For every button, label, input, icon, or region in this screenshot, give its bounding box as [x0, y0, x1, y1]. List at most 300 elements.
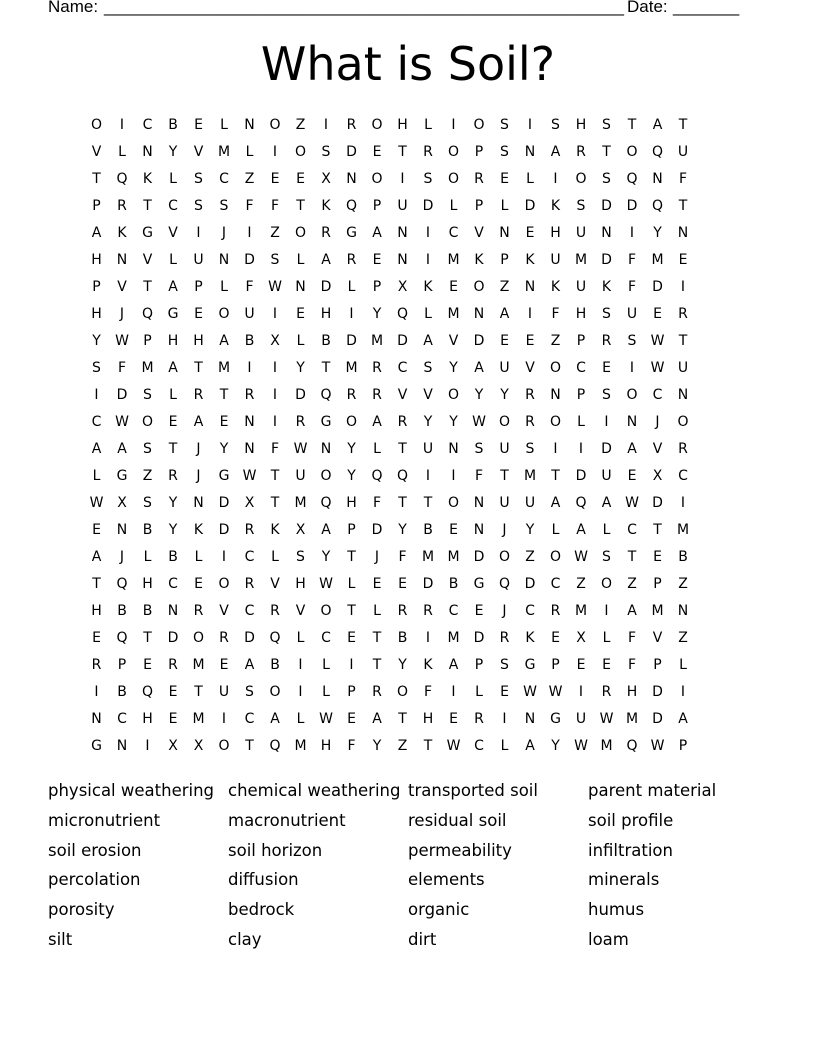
grid-letter: O — [371, 171, 384, 187]
grid-letter: M — [574, 603, 588, 619]
grid-letter: T — [194, 684, 204, 700]
grid-row — [84, 679, 696, 706]
grid-letter: L — [271, 549, 280, 565]
grid-letter: Q — [116, 171, 129, 187]
grid-letter: A — [91, 225, 102, 241]
grid-letter: P — [92, 279, 102, 295]
grid-letter: D — [244, 630, 256, 646]
word-bank-item: chemical weathering — [228, 781, 401, 800]
grid-letter: D — [346, 144, 358, 160]
grid-letter: N — [116, 738, 128, 754]
grid-letter: E — [347, 630, 357, 646]
grid-letter: I — [323, 117, 329, 133]
date-label: Date: — [627, 0, 668, 16]
grid-letter: O — [473, 279, 486, 295]
header-line — [48, 0, 748, 19]
grid-row — [84, 463, 696, 490]
grid-letter: C — [448, 603, 459, 619]
grid-letter: F — [245, 198, 255, 214]
grid-letter: I — [272, 387, 278, 403]
grid-letter: W — [599, 711, 614, 727]
grid-letter: B — [142, 603, 153, 619]
word-bank-item: macronutrient — [228, 810, 346, 830]
grid-letter: G — [142, 225, 154, 241]
grid-letter: P — [576, 333, 586, 349]
grid-letter: M — [447, 630, 461, 646]
grid-letter: Y — [398, 522, 408, 538]
grid-letter: S — [500, 144, 510, 160]
grid-letter: C — [678, 468, 689, 484]
grid-letter: K — [601, 279, 612, 295]
grid-letter: L — [322, 684, 331, 700]
grid-letter: P — [678, 738, 688, 754]
grid-letter: H — [91, 252, 103, 268]
grid-letter: S — [551, 117, 561, 133]
grid-letter: R — [678, 441, 689, 457]
word-bank-row — [48, 865, 788, 895]
grid-letter: S — [143, 441, 153, 457]
grid-letter: I — [425, 252, 431, 268]
grid-letter: L — [296, 252, 305, 268]
grid-letter: T — [678, 117, 688, 133]
grid-letter: L — [194, 549, 203, 565]
word-bank-item: elements — [408, 870, 485, 890]
grid-letter: H — [91, 306, 103, 322]
grid-letter: T — [423, 738, 433, 754]
grid-letter: B — [321, 333, 332, 349]
grid-letter: R — [525, 387, 536, 403]
grid-letter: P — [143, 333, 153, 349]
grid-letter: O — [218, 576, 231, 592]
grid-letter: M — [651, 603, 665, 619]
grid-letter: F — [627, 630, 637, 646]
grid-letter: N — [677, 387, 689, 403]
grid-letter: N — [499, 225, 511, 241]
grid-letter: M — [447, 549, 461, 565]
grid-letter: K — [550, 279, 561, 295]
word-bank-item: silt — [48, 929, 73, 949]
grid-letter: L — [220, 279, 229, 295]
grid-letter: F — [245, 279, 255, 295]
grid-letter: R — [168, 657, 179, 673]
grid-letter: W — [319, 576, 334, 592]
grid-letter: O — [320, 468, 333, 484]
grid-letter: I — [272, 306, 278, 322]
grid-letter: F — [627, 657, 637, 673]
grid-letter: G — [167, 306, 179, 322]
grid-letter: N — [397, 252, 409, 268]
grid-letter: A — [499, 306, 510, 322]
grid-letter: P — [576, 387, 586, 403]
word-bank-row — [48, 895, 788, 925]
grid-letter: R — [499, 630, 510, 646]
word-bank-item: soil horizon — [228, 840, 323, 860]
grid-letter: I — [221, 549, 227, 565]
grid-letter: E — [372, 144, 382, 160]
grid-letter: A — [193, 414, 204, 430]
grid-letter: C — [168, 198, 179, 214]
word-bank-item: residual soil — [408, 810, 507, 830]
grid-letter: N — [142, 144, 154, 160]
grid-letter: C — [550, 576, 561, 592]
grid-letter: T — [270, 495, 280, 511]
grid-letter: Z — [678, 630, 689, 646]
word-bank — [48, 776, 788, 955]
grid-letter: M — [141, 360, 155, 376]
grid-letter: P — [347, 684, 357, 700]
grid-letter: C — [142, 117, 153, 133]
grid-letter: G — [218, 468, 230, 484]
grid-letter: R — [91, 657, 102, 673]
grid-letter: M — [676, 522, 690, 538]
grid-letter: O — [626, 144, 639, 160]
name-field[interactable]: _______________________________________________________ — [104, 0, 625, 16]
grid-letter: I — [629, 360, 635, 376]
grid-letter: T — [143, 630, 153, 646]
grid-letter: N — [116, 252, 128, 268]
grid-letter: S — [627, 333, 637, 349]
grid-letter: I — [604, 414, 610, 430]
grid-letter: T — [270, 468, 280, 484]
grid-letter: N — [473, 522, 485, 538]
grid-letter: J — [655, 414, 661, 430]
grid-letter: T — [423, 495, 433, 511]
grid-letter: U — [422, 441, 434, 457]
grid-letter: I — [145, 738, 151, 754]
grid-letter: B — [270, 657, 281, 673]
grid-letter: W — [548, 684, 563, 700]
grid-letter: U — [397, 198, 409, 214]
grid-letter: L — [602, 630, 611, 646]
grid-letter: H — [193, 333, 205, 349]
grid-letter: E — [653, 549, 663, 565]
grid-letter: A — [550, 144, 561, 160]
grid-letter: Q — [626, 738, 639, 754]
grid-letter: S — [602, 387, 612, 403]
grid-letter: L — [322, 657, 331, 673]
grid-letter: O — [447, 387, 460, 403]
grid-letter: A — [219, 333, 230, 349]
grid-letter: I — [629, 225, 635, 241]
grid-letter: C — [91, 414, 102, 430]
grid-letter: I — [196, 225, 202, 241]
grid-letter: V — [652, 441, 663, 457]
grid-letter: I — [272, 144, 278, 160]
grid-letter: Y — [296, 360, 306, 376]
grid-letter: U — [499, 360, 511, 376]
grid-letter: R — [117, 198, 128, 214]
grid-letter: I — [578, 684, 584, 700]
grid-letter: A — [474, 360, 485, 376]
grid-letter: O — [269, 117, 282, 133]
grid-letter: B — [423, 522, 434, 538]
grid-letter: O — [192, 630, 205, 646]
grid-letter: Q — [651, 198, 664, 214]
grid-letter: A — [678, 711, 689, 727]
grid-letter: I — [425, 225, 431, 241]
grid-letter: X — [321, 171, 332, 187]
grid-letter: S — [500, 657, 510, 673]
grid-letter: I — [451, 468, 457, 484]
grid-letter: A — [550, 495, 561, 511]
grid-letter: M — [370, 333, 384, 349]
word-bank-item: permeability — [408, 840, 512, 860]
grid-letter: E — [525, 333, 535, 349]
grid-letter: H — [575, 306, 587, 322]
word-bank-item: minerals — [588, 870, 660, 890]
grid-letter: B — [244, 333, 255, 349]
grid-letter: A — [321, 522, 332, 538]
grid-letter: R — [244, 576, 255, 592]
grid-letter: D — [652, 684, 664, 700]
grid-letter: Y — [347, 441, 357, 457]
grid-letter: C — [627, 522, 638, 538]
grid-letter: Y — [372, 738, 382, 754]
grid-letter: R — [474, 711, 485, 727]
grid-letter: T — [347, 549, 357, 565]
grid-letter: D — [473, 630, 485, 646]
grid-letter: E — [194, 117, 204, 133]
grid-letter: D — [652, 711, 664, 727]
grid-letter: I — [553, 171, 559, 187]
grid-letter: C — [525, 603, 536, 619]
grid-letter: C — [652, 387, 663, 403]
grid-letter: V — [142, 252, 153, 268]
grid-letter: E — [219, 414, 229, 430]
grid-letter: S — [92, 360, 102, 376]
grid-letter: T — [678, 198, 688, 214]
grid-letter: X — [270, 333, 281, 349]
grid-letter: U — [499, 495, 511, 511]
grid-letter: M — [217, 360, 231, 376]
grid-letter: Y — [474, 387, 484, 403]
grid-letter: W — [574, 549, 589, 565]
grid-letter: Y — [449, 360, 459, 376]
grid-letter: R — [423, 144, 434, 160]
grid-row — [84, 382, 696, 409]
grid-letter: E — [602, 657, 612, 673]
grid-letter: K — [321, 198, 332, 214]
grid-letter: S — [602, 117, 612, 133]
grid-letter: W — [319, 711, 334, 727]
grid-row — [84, 328, 696, 355]
grid-letter: U — [524, 495, 536, 511]
grid-letter: D — [601, 252, 613, 268]
grid-letter: O — [549, 360, 562, 376]
grid-letter: S — [245, 684, 255, 700]
word-bank-item: diffusion — [228, 870, 299, 890]
grid-letter: T — [245, 738, 255, 754]
grid-letter: K — [550, 198, 561, 214]
grid-row — [84, 301, 696, 328]
grid-letter: Q — [498, 576, 511, 592]
grid-letter: N — [677, 603, 689, 619]
grid-letter: N — [91, 711, 103, 727]
grid-letter: S — [474, 441, 484, 457]
grid-row — [84, 166, 696, 193]
grid-letter: L — [475, 684, 484, 700]
grid-letter: U — [218, 684, 230, 700]
grid-letter: S — [525, 441, 535, 457]
grid-letter: Y — [92, 333, 102, 349]
grid-letter: S — [602, 549, 612, 565]
grid-letter: E — [296, 171, 306, 187]
page-title: What is Soil? — [260, 37, 556, 91]
grid-letter: R — [244, 387, 255, 403]
grid-letter: A — [525, 738, 536, 754]
grid-letter: L — [602, 522, 611, 538]
date-field[interactable]: _______ — [673, 0, 740, 16]
grid-letter: B — [117, 603, 128, 619]
grid-letter: A — [601, 495, 612, 511]
grid-letter: Y — [347, 468, 357, 484]
grid-letter: S — [576, 198, 586, 214]
grid-letter: L — [500, 738, 509, 754]
grid-row — [84, 355, 696, 382]
grid-letter: N — [244, 441, 256, 457]
grid-letter: L — [526, 171, 535, 187]
grid-letter: D — [575, 468, 587, 484]
grid-letter: J — [221, 225, 227, 241]
grid-letter: V — [168, 225, 179, 241]
grid-letter: L — [169, 252, 178, 268]
grid-letter: W — [446, 738, 461, 754]
grid-letter: E — [525, 225, 535, 241]
grid-letter: D — [652, 495, 664, 511]
grid-letter: A — [321, 252, 332, 268]
grid-letter: I — [272, 360, 278, 376]
grid-letter: D — [116, 387, 128, 403]
grid-letter: R — [168, 468, 179, 484]
grid-letter: R — [193, 603, 204, 619]
grid-letter: D — [601, 198, 613, 214]
grid-letter: A — [423, 333, 434, 349]
grid-letter: M — [651, 252, 665, 268]
word-bank-item: dirt — [408, 929, 437, 949]
grid-letter: P — [474, 144, 484, 160]
grid-letter: I — [349, 657, 355, 673]
grid-letter: O — [447, 144, 460, 160]
grid-letter: N — [524, 144, 536, 160]
grid-letter: L — [169, 387, 178, 403]
grid-letter: Z — [397, 738, 408, 754]
grid-letter: E — [194, 576, 204, 592]
grid-letter: R — [321, 225, 332, 241]
grid-letter: J — [374, 549, 380, 565]
grid-letter: O — [371, 117, 384, 133]
grid-letter: L — [373, 603, 382, 619]
grid-letter: M — [600, 738, 614, 754]
grid-row — [84, 733, 696, 760]
grid-letter: B — [168, 549, 179, 565]
grid-letter: O — [90, 117, 103, 133]
grid-letter: E — [168, 684, 178, 700]
grid-letter: T — [168, 441, 178, 457]
grid-letter: E — [372, 576, 382, 592]
grid-letter: V — [652, 630, 663, 646]
grid-letter: R — [346, 252, 357, 268]
grid-letter: E — [449, 522, 459, 538]
grid-letter: N — [295, 279, 307, 295]
grid-letter: I — [553, 441, 559, 457]
grid-letter: B — [142, 522, 153, 538]
grid-letter: Q — [320, 387, 333, 403]
grid-letter: Q — [116, 630, 129, 646]
grid-letter: A — [448, 657, 459, 673]
grid-letter: R — [219, 630, 230, 646]
grid-letter: M — [523, 468, 537, 484]
grid-letter: T — [92, 171, 102, 187]
grid-letter: X — [168, 738, 179, 754]
grid-letter: D — [218, 522, 230, 538]
grid-letter: E — [678, 252, 688, 268]
grid-letter: E — [168, 414, 178, 430]
grid-letter: G — [116, 468, 128, 484]
grid-letter: W — [625, 495, 640, 511]
word-search-grid — [84, 112, 696, 760]
grid-row — [84, 274, 696, 301]
grid-letter: C — [397, 360, 408, 376]
grid-letter: P — [474, 198, 484, 214]
grid-letter: C — [244, 711, 255, 727]
grid-letter: U — [499, 441, 511, 457]
grid-letter: L — [118, 144, 127, 160]
grid-letter: E — [576, 657, 586, 673]
grid-letter: B — [678, 549, 689, 565]
grid-letter: H — [626, 684, 638, 700]
grid-letter: R — [372, 387, 383, 403]
grid-letter: N — [167, 603, 179, 619]
grid-letter: T — [500, 468, 510, 484]
grid-letter: O — [294, 144, 307, 160]
grid-letter: H — [550, 225, 562, 241]
grid-letter: L — [296, 630, 305, 646]
name-label: Name: — [48, 0, 99, 16]
grid-letter: T — [372, 657, 382, 673]
grid-letter: N — [448, 441, 460, 457]
grid-letter: Y — [168, 144, 178, 160]
grid-letter: A — [168, 360, 179, 376]
grid-letter: I — [119, 117, 125, 133]
grid-row — [84, 544, 696, 571]
grid-letter: E — [474, 603, 484, 619]
grid-letter: M — [447, 252, 461, 268]
grid-letter: D — [346, 333, 358, 349]
grid-row — [84, 652, 696, 679]
grid-letter: K — [423, 657, 434, 673]
grid-letter: T — [194, 360, 204, 376]
grid-letter: S — [194, 198, 204, 214]
grid-letter: Y — [449, 414, 459, 430]
grid-letter: W — [115, 333, 130, 349]
grid-letter: R — [270, 603, 281, 619]
grid-letter: N — [473, 495, 485, 511]
grid-letter: I — [527, 306, 533, 322]
grid-letter: T — [602, 144, 612, 160]
grid-letter: E — [551, 630, 561, 646]
grid-letter: N — [550, 387, 562, 403]
grid-letter: N — [524, 279, 536, 295]
grid-letter: A — [168, 279, 179, 295]
grid-letter: A — [117, 441, 128, 457]
grid-letter: W — [115, 414, 130, 430]
grid-letter: C — [244, 603, 255, 619]
grid-letter: X — [193, 738, 204, 754]
grid-letter: G — [91, 738, 103, 754]
grid-letter: N — [601, 225, 613, 241]
grid-letter: Y — [168, 495, 178, 511]
grid-letter: A — [652, 117, 663, 133]
